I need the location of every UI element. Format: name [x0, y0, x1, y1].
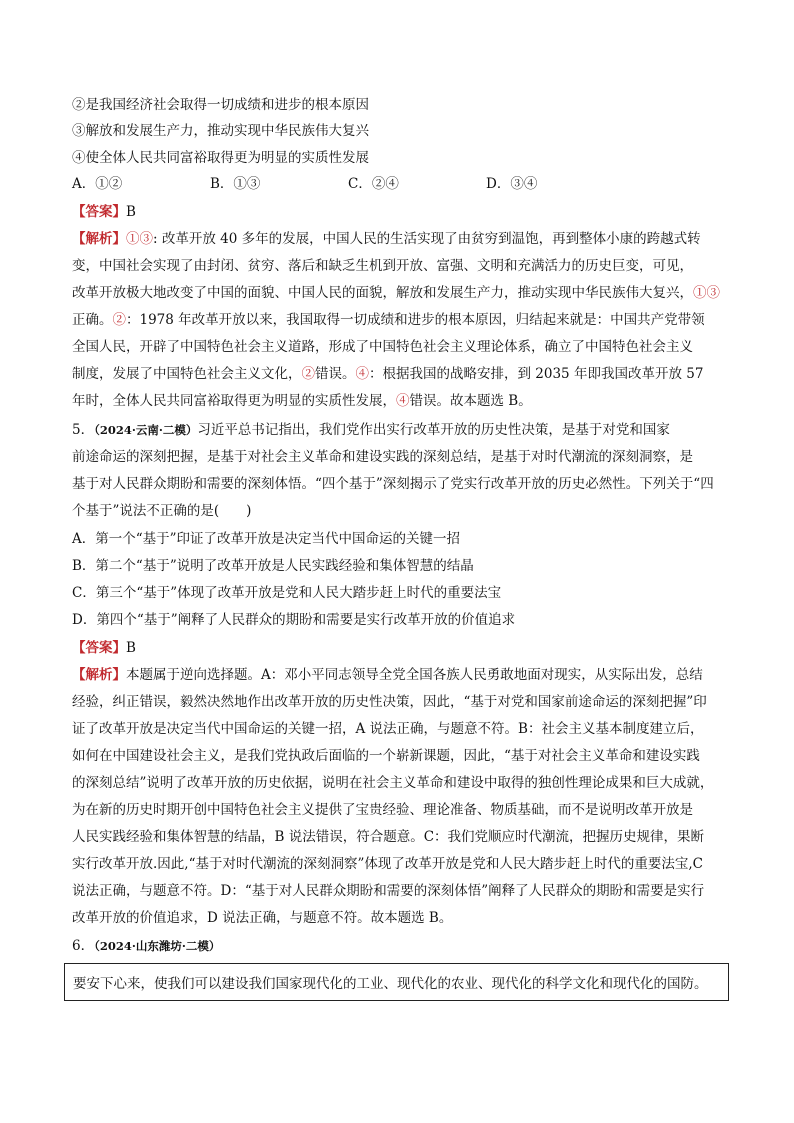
analysis-line: 如何在中国建设社会主义，是我们党执政后面临的一个崭新课题，因此，“基于对社会主义革命和建设实践 [72, 748, 700, 764]
option-a: A．第一个“基于”印证了改革开放是决定当代中国命运的关键一招 [72, 531, 461, 547]
analysis-line: 实行改革开放.因此,“基于对时代潮流的深刻洞察”体现了改革开放是党和人民大踏步赶上时代的重要法宝,C [72, 856, 704, 872]
analysis-line: 变，中国社会实现了由封闭、贫穷、落后和缺乏生机到开放、富强、文明和充满活力的历史巨变，可见， [72, 258, 693, 274]
analysis-line [72, 283, 720, 303]
statement-item-4: ④使全体人民共同富裕取得更为明显的实质性发展 [72, 150, 369, 166]
question-source: （2024·云南·二模） [94, 423, 198, 437]
analysis-line: 为在新的历史时期开创中国特色社会主义提供了宝贵经验、理论准备、物质基础，而不是说明改革开放是 [72, 802, 693, 818]
analysis-line [72, 391, 532, 411]
statement-item-2: ②是我国经济社会取得一切成绩和进步的根本原因 [72, 97, 369, 113]
analysis-line: 人民实践经验和集体智慧的结晶，B 说法错误，符合题意。C：我们党顺应时代潮流，把握历史规律，果断 [72, 829, 705, 845]
stem-line: 前途命运的深刻把握，是基于对社会主义革命和建设实践的深刻总结，是基于对时代潮流的深刻洞察，是 [72, 449, 693, 465]
question-6-stem [72, 936, 220, 956]
analysis-line: 改革开放的价值追求，D 说法正确，与题意不符。故本题选 B。 [72, 910, 453, 926]
analysis-line [72, 665, 703, 685]
analysis-marker: ② [112, 312, 126, 328]
analysis-text: 改革开放极大地改变了中国的面貌、中国人民的面貌，解放和发展生产力，推动实现中华民族伟大复兴， [72, 285, 693, 301]
answer-value: B [126, 640, 136, 656]
analysis-marker: ④ [355, 366, 369, 382]
analysis-line [72, 310, 705, 330]
option-c: C．②④ [348, 176, 399, 192]
question-5-stem [72, 420, 670, 440]
analysis-marker: ①③ [126, 231, 153, 247]
statement-item-3: ③解放和发展生产力，推动实现中华民族伟大复兴 [72, 123, 369, 139]
analysis-text: 本题属于逆向选择题。A：邓小平同志领导全党全国各族人民勇敢地面对现实，从实际出发，总结 [126, 667, 703, 683]
material-text: 要安下心来，使我们可以建设我们国家现代化的工业、现代化的农业、现代化的科学文化和现代化的国防。 [73, 976, 708, 992]
stem-text: 习近平总书记指出，我们党作出实行改革开放的历史性决策，是基于对党和国家 [197, 422, 670, 438]
analysis-text: 年时，全体人民共同富裕取得更为明显的实质性发展， [72, 393, 396, 409]
analysis-line: 经验，纠正错误，毅然决然地作出改革开放的历史性决策，因此，“基于对党和国家前途命运的深刻把握”印 [72, 694, 707, 710]
analysis-label: 【解析】 [72, 667, 126, 683]
analysis-marker: ④ [396, 393, 410, 409]
answer-label: 【答案】 [72, 204, 126, 220]
option-b: B．第二个“基于”说明了改革开放是人民实践经验和集体智慧的结晶 [72, 558, 474, 574]
option-d: D．第四个“基于”阐释了人民群众的期盼和需要是实行改革开放的价值追求 [72, 612, 516, 628]
analysis-marker: ①③ [693, 285, 720, 301]
material-box [64, 963, 729, 1001]
analysis-text: 错误。故本题选 B。 [409, 393, 532, 409]
option-d: D．③④ [486, 176, 538, 192]
analysis-text: ：根据我国的战略安排，到 2035 年即我国改革开放 57 [369, 366, 704, 382]
analysis-line: 全国人民，开辟了中国特色社会主义道路，形成了中国特色社会主义理论体系，确立了中国特色社会主义 [72, 339, 693, 355]
question-number: 6． [72, 938, 95, 954]
answer-line [72, 638, 136, 658]
analysis-text: 制度，发展了中国特色社会主义文化， [72, 366, 302, 382]
analysis-text: 正确。 [72, 312, 113, 328]
analysis-line: 的深刻总结”说明了改革开放的历史依据，说明在社会主义革命和建设中取得的独创性理论成果和巨大成就， [72, 775, 714, 791]
analysis-text: : 改革开放 40 多年的发展，中国人民的生活实现了由贫穷到温饱，再到整体小康的跨越式转 [153, 231, 701, 247]
question-source: （2024·山东潍坊·二模） [94, 939, 221, 953]
answer-label: 【答案】 [72, 640, 126, 656]
analysis-line [72, 229, 701, 249]
option-c: C．第三个“基于”体现了改革开放是党和人民大踏步赶上时代的重要法宝 [72, 585, 502, 601]
analysis-text: 错误。 [315, 366, 356, 382]
analysis-line [72, 364, 703, 384]
answer-line [72, 202, 136, 222]
option-a: A．①② [72, 176, 123, 192]
question-number: 5． [72, 422, 95, 438]
stem-line: 基于对人民群众期盼和需要的深刻体悟。“四个基于”深刻揭示了党实行改革开放的历史必然性。下列关于“四 [72, 476, 714, 492]
analysis-text: ：1978 年改革开放以来，我国取得一切成绩和进步的根本原因，归结起来就是：中国共产党带领 [126, 312, 705, 328]
option-b: B．①③ [210, 176, 261, 192]
analysis-marker: ② [301, 366, 315, 382]
stem-line: 个基于”说法不正确的是( ) [72, 503, 252, 519]
analysis-line: 说法正确，与题意不符。D：“基于对人民群众期盼和需要的深刻体悟”阐释了人民群众的期盼和需要是实行 [72, 883, 705, 899]
analysis-line: 证了改革开放是决定当代中国命运的关键一招，A 说法正确，与题意不符。B：社会主义基本制度建立后， [72, 721, 704, 737]
analysis-label: 【解析】 [72, 231, 126, 247]
answer-value: B [126, 204, 136, 220]
